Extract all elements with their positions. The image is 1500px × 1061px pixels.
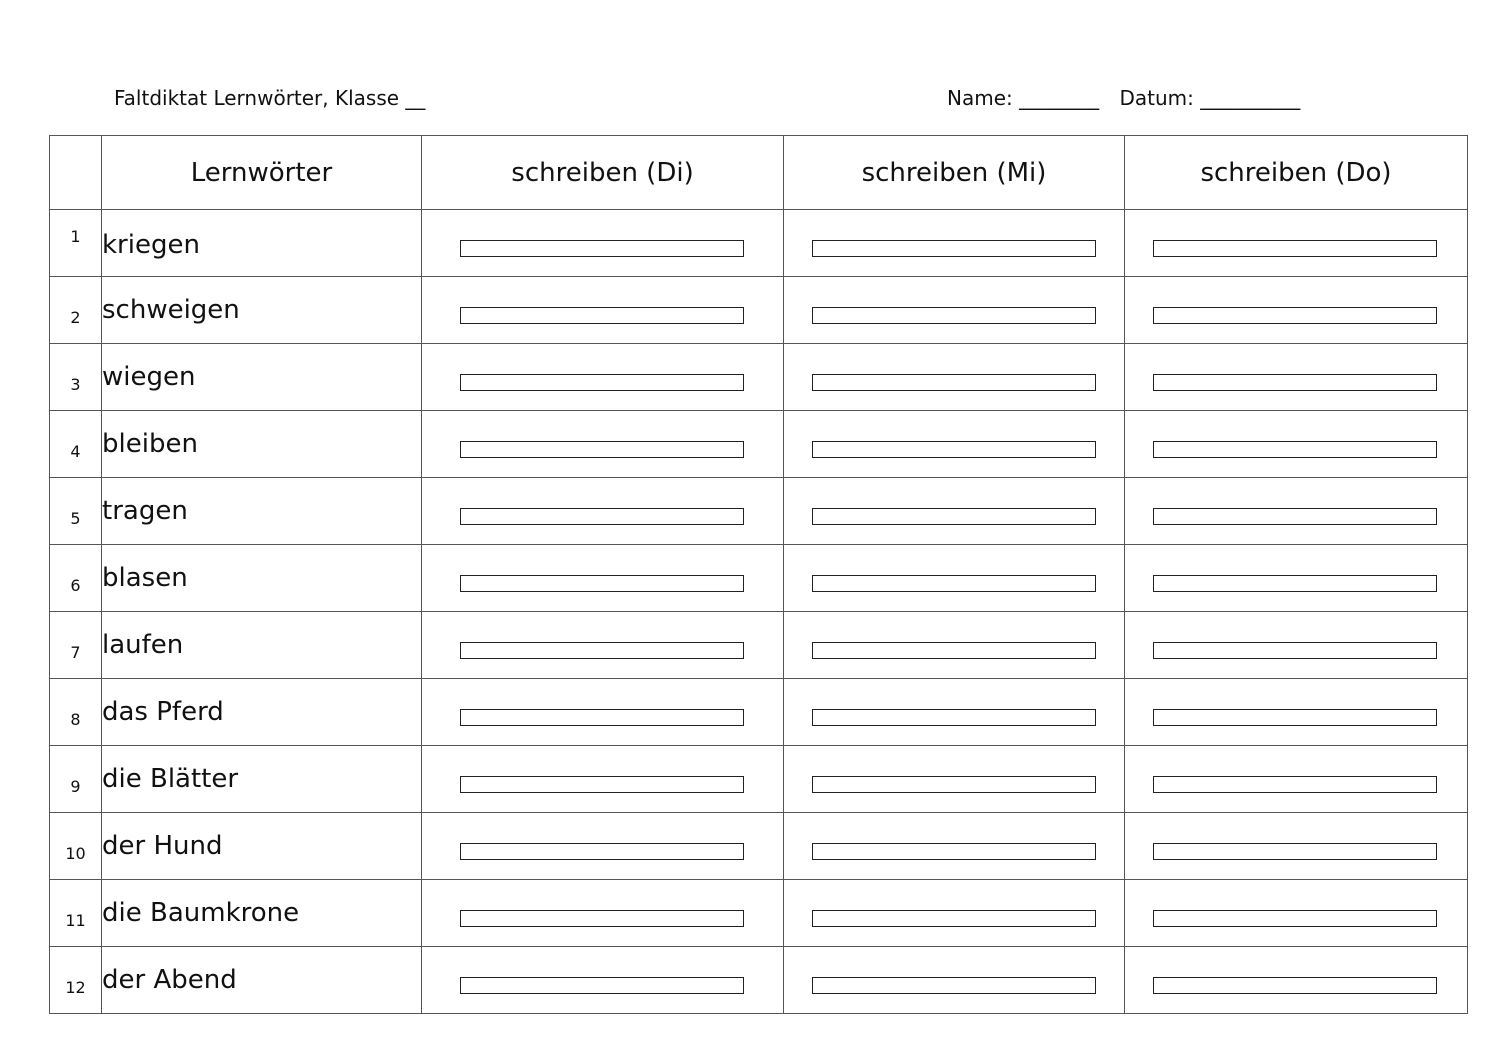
word-cell xyxy=(102,947,422,1014)
write-cell-do xyxy=(1125,679,1468,746)
row-number-cell xyxy=(50,210,102,277)
table-row xyxy=(50,411,1468,478)
write-cell-do xyxy=(1125,880,1468,947)
write-cell-di xyxy=(422,612,784,679)
row-number: 2 xyxy=(70,307,81,327)
word-cell xyxy=(102,545,422,612)
row-number-cell xyxy=(50,612,102,679)
row-number-cell xyxy=(50,880,102,947)
row-number-cell xyxy=(50,545,102,612)
learning-word: die Baumkrone xyxy=(102,898,300,928)
write-cell-di xyxy=(422,545,784,612)
write-cell-mi xyxy=(784,277,1125,344)
write-box-di[interactable] xyxy=(460,374,744,391)
write-box-di[interactable] xyxy=(460,642,744,659)
row-number-cell xyxy=(50,679,102,746)
write-box-di[interactable] xyxy=(460,508,744,525)
table-row xyxy=(50,210,1468,277)
write-cell-di xyxy=(422,813,784,880)
write-cell-mi xyxy=(784,344,1125,411)
write-cell-mi xyxy=(784,813,1125,880)
table-row xyxy=(50,277,1468,344)
word-cell xyxy=(102,210,422,277)
write-cell-do xyxy=(1125,746,1468,813)
write-cell-mi xyxy=(784,478,1125,545)
learning-word: der Hund xyxy=(102,831,223,861)
word-cell xyxy=(102,344,422,411)
word-cell xyxy=(102,679,422,746)
row-number: 8 xyxy=(70,709,81,729)
write-box-mi[interactable] xyxy=(812,240,1096,257)
row-number: 7 xyxy=(70,642,81,662)
header-lernwoerter: Lernwörter xyxy=(102,136,422,210)
date-field-label: Datum: __________ xyxy=(1119,86,1301,110)
learning-word: tragen xyxy=(102,496,188,526)
word-cell xyxy=(102,746,422,813)
write-cell-mi xyxy=(784,612,1125,679)
row-number: 9 xyxy=(70,776,81,796)
learning-word: die Blätter xyxy=(102,764,239,794)
header-schreiben-mi: schreiben (Mi) xyxy=(784,136,1125,210)
write-box-do[interactable] xyxy=(1153,977,1437,994)
write-cell-do xyxy=(1125,545,1468,612)
word-cell xyxy=(102,277,422,344)
write-box-mi[interactable] xyxy=(812,374,1096,391)
header-schreiben-di: schreiben (Di) xyxy=(422,136,784,210)
write-cell-di xyxy=(422,478,784,545)
table-row xyxy=(50,545,1468,612)
row-number: 12 xyxy=(65,977,86,997)
write-box-do[interactable] xyxy=(1153,441,1437,458)
write-cell-mi xyxy=(784,679,1125,746)
learning-word: bleiben xyxy=(102,429,198,459)
write-cell-di xyxy=(422,411,784,478)
write-cell-mi xyxy=(784,746,1125,813)
learning-word: wiegen xyxy=(102,362,196,392)
write-box-di[interactable] xyxy=(460,575,744,592)
table-header-row xyxy=(50,136,1468,210)
table-row xyxy=(50,612,1468,679)
write-box-mi[interactable] xyxy=(812,709,1096,726)
write-box-mi[interactable] xyxy=(812,910,1096,927)
row-number-cell xyxy=(50,947,102,1014)
write-box-di[interactable] xyxy=(460,307,744,324)
row-number: 3 xyxy=(70,374,81,394)
write-cell-do xyxy=(1125,813,1468,880)
write-box-do[interactable] xyxy=(1153,240,1437,257)
table-row xyxy=(50,478,1468,545)
row-number: 4 xyxy=(70,441,81,461)
write-box-do[interactable] xyxy=(1153,642,1437,659)
write-cell-mi xyxy=(784,210,1125,277)
write-box-di[interactable] xyxy=(460,776,744,793)
write-cell-di xyxy=(422,746,784,813)
write-cell-mi xyxy=(784,411,1125,478)
write-cell-mi xyxy=(784,947,1125,1014)
word-cell xyxy=(102,813,422,880)
write-cell-di xyxy=(422,344,784,411)
write-cell-do xyxy=(1125,478,1468,545)
table-row xyxy=(50,344,1468,411)
word-cell xyxy=(102,612,422,679)
write-box-do[interactable] xyxy=(1153,910,1437,927)
row-number-cell xyxy=(50,344,102,411)
name-date-fields xyxy=(947,86,1314,110)
word-cell xyxy=(102,880,422,947)
row-number-cell xyxy=(50,478,102,545)
row-number-cell xyxy=(50,813,102,880)
write-cell-do xyxy=(1125,947,1468,1014)
write-box-mi[interactable] xyxy=(812,575,1096,592)
write-cell-di xyxy=(422,679,784,746)
dictation-table xyxy=(49,135,1468,1014)
write-box-mi[interactable] xyxy=(812,776,1096,793)
learning-word: der Abend xyxy=(102,965,237,995)
write-box-mi[interactable] xyxy=(812,642,1096,659)
write-cell-di xyxy=(422,880,784,947)
write-box-di[interactable] xyxy=(460,910,744,927)
write-cell-di xyxy=(422,947,784,1014)
name-field-label: Name: ________ xyxy=(947,86,1100,110)
header-number-cell xyxy=(50,136,102,210)
write-box-do[interactable] xyxy=(1153,843,1437,860)
write-box-do[interactable] xyxy=(1153,307,1437,324)
write-box-do[interactable] xyxy=(1153,776,1437,793)
row-number-cell xyxy=(50,277,102,344)
write-cell-do xyxy=(1125,210,1468,277)
learning-word: laufen xyxy=(102,630,184,660)
word-cell xyxy=(102,411,422,478)
table-row xyxy=(50,880,1468,947)
write-cell-mi xyxy=(784,545,1125,612)
write-box-mi[interactable] xyxy=(812,508,1096,525)
header-schreiben-do: schreiben (Do) xyxy=(1125,136,1468,210)
write-box-di[interactable] xyxy=(460,977,744,994)
write-cell-do xyxy=(1125,411,1468,478)
learning-word: kriegen xyxy=(102,230,200,260)
learning-word: blasen xyxy=(102,563,188,593)
learning-word: das Pferd xyxy=(102,697,224,727)
row-number: 5 xyxy=(70,508,81,528)
row-number: 10 xyxy=(65,843,86,863)
table-row xyxy=(50,679,1468,746)
write-box-di[interactable] xyxy=(460,709,744,726)
write-box-mi[interactable] xyxy=(812,441,1096,458)
write-box-mi[interactable] xyxy=(812,977,1096,994)
write-box-do[interactable] xyxy=(1153,575,1437,592)
write-box-do[interactable] xyxy=(1153,374,1437,391)
write-box-do[interactable] xyxy=(1153,709,1437,726)
word-cell xyxy=(102,478,422,545)
row-number: 6 xyxy=(70,575,81,595)
table-row xyxy=(50,813,1468,880)
write-box-mi[interactable] xyxy=(812,843,1096,860)
write-cell-do xyxy=(1125,344,1468,411)
table-row xyxy=(50,746,1468,813)
write-cell-di xyxy=(422,277,784,344)
row-number-cell xyxy=(50,411,102,478)
write-cell-mi xyxy=(784,880,1125,947)
write-cell-do xyxy=(1125,277,1468,344)
row-number: 11 xyxy=(65,910,86,930)
write-box-di[interactable] xyxy=(460,441,744,458)
write-box-mi[interactable] xyxy=(812,307,1096,324)
write-box-do[interactable] xyxy=(1153,508,1437,525)
row-number: 1 xyxy=(70,226,81,246)
write-cell-di xyxy=(422,210,784,277)
write-cell-do xyxy=(1125,612,1468,679)
write-box-di[interactable] xyxy=(460,240,744,257)
learning-word: schweigen xyxy=(102,295,240,325)
write-box-di[interactable] xyxy=(460,843,744,860)
table-row xyxy=(50,947,1468,1014)
worksheet-title: Faltdiktat Lernwörter, Klasse __ xyxy=(114,86,426,110)
row-number-cell xyxy=(50,746,102,813)
